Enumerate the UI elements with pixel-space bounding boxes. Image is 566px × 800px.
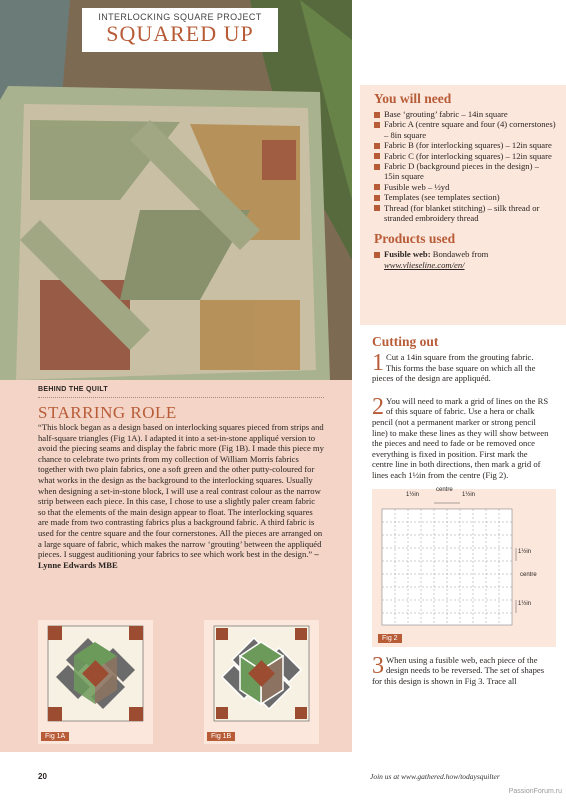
- list-item: Templates (see templates section): [374, 192, 556, 202]
- dim-label: 1½in: [518, 548, 532, 555]
- step-2: [372, 393, 550, 481]
- article-title: SQUARED UP: [106, 21, 254, 46]
- product-label: Fusible web:: [384, 249, 431, 260]
- materials-panel: [360, 85, 566, 325]
- dim-label: 1½in: [462, 491, 476, 498]
- product-link[interactable]: www.vlieseline.com/en/: [384, 259, 465, 270]
- footer-url[interactable]: Join us at www.gathered.how/todaysquilter: [370, 772, 500, 781]
- figure-row: [38, 620, 324, 746]
- project-kicker: INTERLOCKING SQUARE PROJECT: [98, 12, 262, 22]
- list-item: Fabric B (for interlocking squares) – 12in square: [374, 140, 556, 150]
- list-item: Fabric D (background pieces in the design) – 15in square: [374, 161, 556, 182]
- step-number: 3: [372, 652, 384, 679]
- you-will-need-heading: You will need: [374, 91, 452, 106]
- hero-photo: [0, 0, 352, 380]
- step-number: 2: [372, 393, 384, 420]
- step-number: 1: [372, 350, 384, 376]
- product-text: Bondaweb from: [430, 249, 489, 260]
- fig-1a-label: Fig 1A: [41, 732, 69, 741]
- dim-label: 1½in: [518, 600, 532, 607]
- fig-1b: [204, 620, 319, 744]
- fig-2-label: Fig 2: [378, 634, 402, 643]
- list-item: Fusible web – ½yd: [374, 182, 556, 192]
- fig-1a: [38, 620, 153, 744]
- quote-body: [38, 422, 324, 570]
- dotted-divider: [38, 397, 324, 398]
- centre-label: centre: [520, 571, 537, 578]
- step-3: [372, 652, 550, 687]
- cutting-section: [360, 334, 560, 694]
- materials-list: [374, 109, 556, 223]
- fig-1b-label: Fig 1B: [207, 732, 235, 741]
- fig-2-diagram: [372, 486, 556, 647]
- step-text: You will need to mark a grid of lines on the RS of this square of fabric. Use a hera or chalk pencil (not a permanent marker or strong pencil line) to make these lines as they will show between the pieces and need to fade or be removed once everything is fixed in position. First mark the centre line in both directions, then mark a grid of lines each 1½in from the centre (Fig 2).: [372, 395, 549, 480]
- article-header: [82, 8, 278, 52]
- centre-label: centre: [436, 486, 453, 493]
- section-kicker: BEHIND THE QUILT: [38, 386, 109, 393]
- block-diagram-1a: [38, 620, 153, 744]
- watermark: PassionForum.ru: [508, 788, 562, 795]
- page-number: 20: [38, 772, 47, 781]
- list-item: Fabric A (centre square and four (4) cornerstones) – 8in square: [374, 119, 556, 140]
- page-footer: [0, 770, 566, 790]
- step-1: [372, 352, 550, 384]
- step-text: Cut a 14in square from the grouting fabric. This forms the base square on which all the pieces of the design are appliquéd.: [372, 352, 536, 384]
- list-item: Fabric C (for interlocking squares) – 12in square: [374, 151, 556, 161]
- step-text: When using a fusible web, each piece of the design needs to be reversed. The set of shapes for this design is shown in Fig 3. Trace all: [372, 654, 545, 686]
- cushion-photo: [0, 0, 352, 380]
- block-diagram-1b: [204, 620, 319, 744]
- grid-diagram: [372, 486, 556, 647]
- products-heading: Products used: [374, 231, 456, 247]
- quote-text: “This block began as a design based on interlocking squares pieced from strips and half-square triangles (Fig 1A). I adapted it into a set-in-stone appliqué version to avoid the piecing seams and display the fabric more (Fig 1B). I made this piece my chance to celebrate two prints from my collection of William Morris fabrics together with two plain fabrics, one a soft green and the other putty-coloured for what works in the design as the background to the interlocking squares. Usually when designing a set-in-stone block, I will use a real contrast colour as the narrow strip between each piece. In this case, I chose to use a slightly paler cream fabric so that the elements of the main design appear to float. The interlocking squares are made from two contrasting fabrics plus a background fabric. A third fabric is used for the centre square and the four cornerstones. All the pieces are arranged on a large square of fabric, which makes the narrow ‘grouting’ between the appliquéd pieces. I suggest auditioning your fabrics to see which work best in the design.”: [38, 422, 324, 560]
- cutting-heading: Cutting out: [372, 334, 439, 349]
- list-item: Base ‘grouting’ fabric – 14in square: [374, 109, 556, 119]
- quote-author: – Lynne Edwards MBE: [38, 549, 319, 570]
- product-line: [374, 249, 556, 270]
- dim-label: 1½in: [406, 491, 420, 498]
- section-heading: STARRING ROLE: [38, 403, 177, 422]
- behind-the-quilt-box: [0, 380, 352, 752]
- list-item: Thread (for blanket stitching) – silk thread or stranded embroidery thread: [374, 203, 556, 224]
